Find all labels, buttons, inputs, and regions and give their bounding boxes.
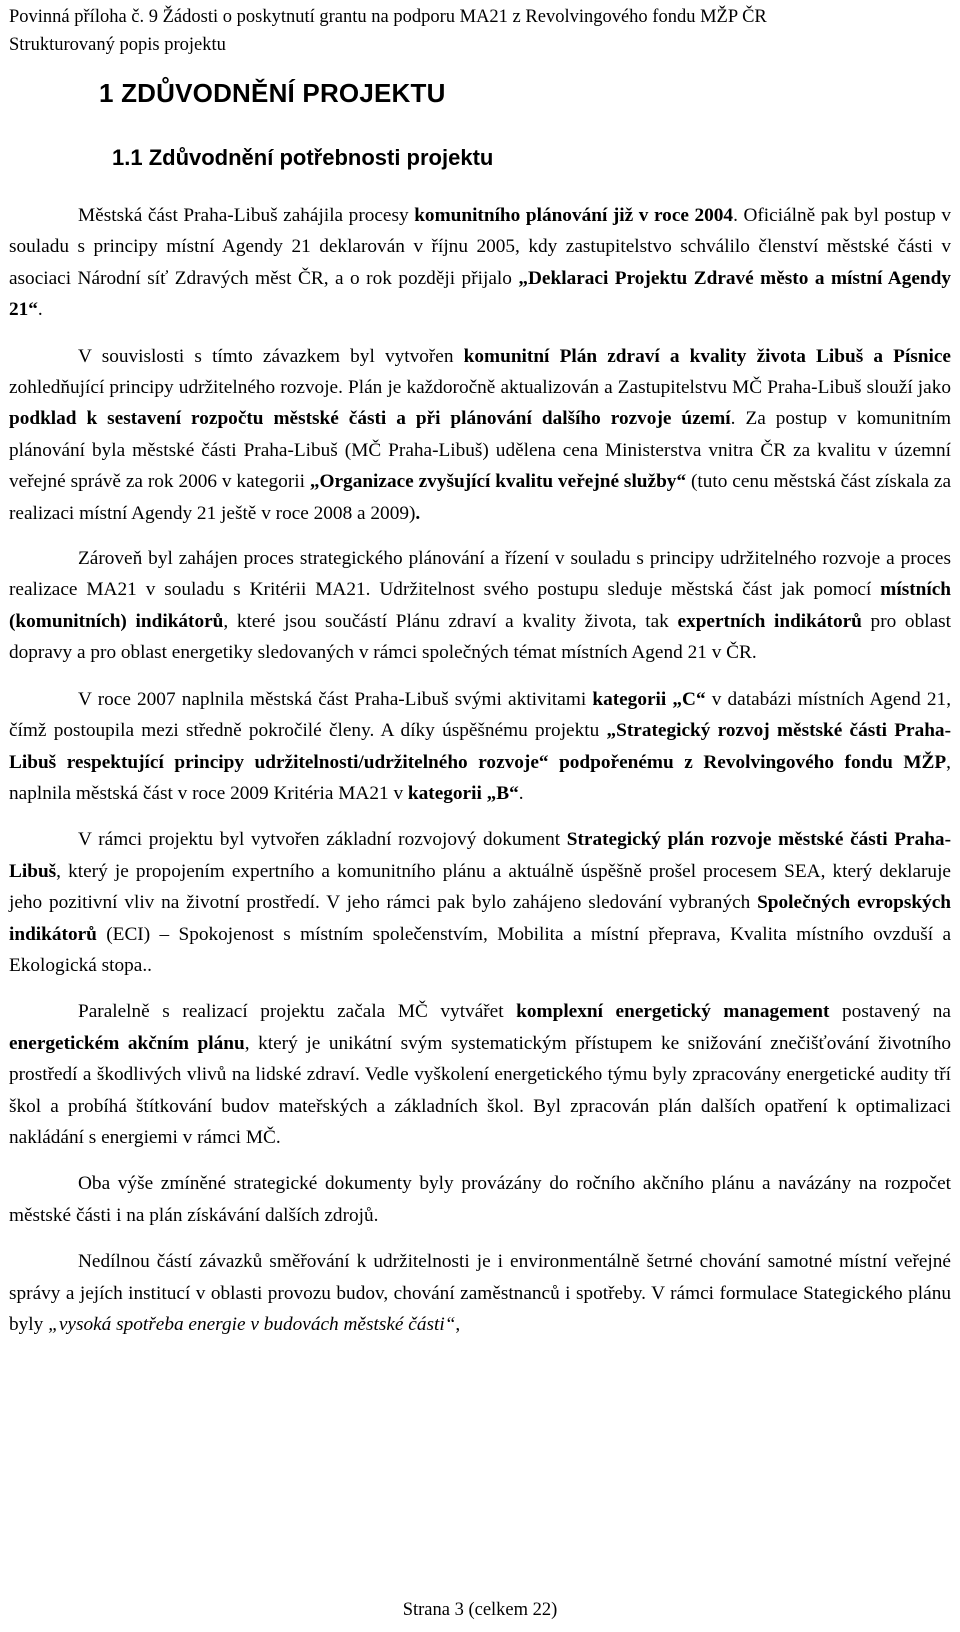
p8-italic-1: „vysoká spotřeba energie v budovách městské části“ — [48, 1314, 456, 1335]
heading-level-2: 1.1 Zdůvodnění potřebnosti projektu — [112, 145, 494, 170]
p4-text-2: v databázi místních Agend 21, čímž postoupila mezi středně pokročilé členy. A díky úspěšnému projektu — [9, 688, 952, 742]
p1-bold-2: „Deklaraci Projektu Zdravé město a místní Agendy 21“ — [9, 267, 951, 321]
page-header — [9, 3, 949, 59]
paragraph-1 — [9, 200, 951, 326]
paragraph-2 — [9, 341, 951, 529]
p6-text-1: Paralelně s realizací projektu začala MČ vytvářet — [78, 1001, 517, 1023]
p4-bold-3: kategorii „B“ — [407, 782, 519, 804]
p4-text-3: , naplnila městská část v roce 2009 Kritéria MA21 v — [9, 751, 951, 804]
p2-bold-3: „Organizace zvyšující kvalitu veřejné služby“ — [309, 471, 687, 493]
page-footer: Strana 3 (celkem 22) — [402, 1600, 558, 1620]
p2-text-3: . Za postup v komunitním plánování byla městské části Praha-Libuš (MČ Praha-Libuš) udělena cena Ministerstva vnitra ČR za kvalitu v územní veřejné správě za rok 2006 v kategorii — [9, 408, 952, 493]
p6-bold-2: energetickém akčním plánu — [9, 1032, 245, 1054]
heading-level-1: 1 ZDŮVODNĚNÍ PROJEKTU — [99, 78, 446, 108]
p5-bold-1: Strategický plán rozvoje městské části Praha-Libuš — [9, 829, 951, 882]
p7-text-1: Oba výše zmíněné strategické dokumenty byly provázány do ročního akčního plánu a navázány na rozpočet městské části i na plán získávání dalších zdrojů. — [9, 1173, 951, 1226]
paragraph-8 — [9, 1246, 951, 1340]
p6-bold-1: komplexní energetický management — [516, 1001, 830, 1023]
p3-text-2: , které jsou součástí Plánu zdraví a kvality života, tak — [223, 610, 678, 632]
paragraph-7 — [9, 1168, 951, 1231]
p1-text-3: . — [37, 299, 43, 321]
p2-bold-1: komunitní Plán zdraví a kvality života Libuš a Písnice — [463, 345, 951, 367]
header-subtitle: Strukturovaný popis projektu — [9, 35, 226, 55]
p4-bold-1: kategorii „C“ — [592, 688, 706, 710]
paragraph-4 — [9, 684, 951, 810]
p5-bold-2: Společných evropských indikátorů — [9, 892, 951, 945]
p4-text-4: . — [518, 782, 524, 804]
p1-text-2: . Oficiálně pak byl postup v souladu s principy místní Agendy 21 deklarován v říjnu 2005, kdy zastupitelstvo schválilo členství městské části v asociaci Národní síť Zdravých měst ČR, a o rok později přijalo — [9, 205, 951, 289]
paragraph-5 — [9, 824, 951, 981]
p3-bold-1: místních (komunitních) indikátorů — [9, 579, 951, 632]
p4-text-1: V roce 2007 naplnila městská část Praha-Libuš svými aktivitami — [78, 688, 593, 710]
paragraph-6 — [9, 996, 951, 1153]
p5-text-1: V rámci projektu byl vytvořen základní rozvojový dokument — [78, 829, 567, 851]
p3-text-1: Zároveň byl zahájen proces strategického plánování a řízení v souladu s principy udržitelného rozvoje a proces realizace MA21 v souladu s Kritérii MA21. Udržitelnost svého postupu sleduje městská část jak pomocí — [9, 548, 951, 601]
p2-text-1: V souvislosti s tímto závazkem byl vytvořen — [78, 345, 464, 367]
p6-text-2: postavený na — [829, 1001, 951, 1023]
p1-bold-1: komunitního plánování již v roce 2004 — [414, 205, 734, 226]
p8-text-2: , — [455, 1314, 461, 1335]
p6-text-3: , který je unikátní svým systematickým přístupem ke snižování znečišťování životního prostředí a škodlivých vlivů na lidské zdraví. Vedle vyškolení energetického týmu byly zpracovány energetické audity tří škol a probíhá štítkování budov mateřských a základních škol. Byl zpracován plán dalších opatření k optimalizaci nakládání s energiemi v rámci MČ. — [9, 1032, 951, 1148]
p1-text-1: Městská část Praha-Libuš zahájila procesy — [78, 205, 415, 226]
paragraph-3 — [9, 543, 951, 669]
p2-text-5: . — [415, 502, 421, 524]
document-body — [9, 200, 951, 1355]
p5-text-2: , který je propojením expertního a komunitního plánu a aktuálně úspěšně prošel procesem SEA, který deklaruje jeho pozitivní vliv na životní prostředí. V jeho rámci pak bylo zahájeno sledování vybraných — [9, 860, 951, 914]
header-title: Povinná příloha č. 9 Žádosti o poskytnutí grantu na podporu MA21 z Revolvingového fondu MŽP ČR — [9, 7, 767, 27]
p2-bold-2: podklad k sestavení rozpočtu městské části a při plánování dalšího rozvoje území — [9, 408, 731, 430]
p3-bold-2: expertních indikátorů — [677, 610, 862, 632]
p8-text-1: Nedílnou částí závazků směřování k udržitelnosti je i environmentálně šetrné chování samotné místní veřejné správy a jejích institucí v oblasti provozu budov, chování zaměstnanců i spotřeby. V rámci formulace Stategického plánu byly — [9, 1251, 951, 1335]
p4-bold-2: „Strategický rozvoj městské části Praha-Libuš respektující principy udržitelnosti/udržitelného rozvoje“ podpořenému z Revolvingového fondu MŽP — [9, 720, 951, 773]
p2-text-4: (tuto cenu městská část získala za realizaci místní Agendy 21 ještě v roce 2008 a 2009) — [9, 471, 952, 524]
p5-text-3: (ECI) – Spokojenost s místním společenstvím, Mobilita a místní přeprava, Kvalita místního ovzduší a Ekologická stopa.. — [9, 923, 951, 976]
p3-text-3: pro oblast dopravy a pro oblast energetiky sledovaných v rámci společných témat místních Agend 21 v ČR. — [9, 610, 951, 664]
p2-text-2: zohledňující principy udržitelného rozvoje. Plán je každoročně aktualizován a Zastupitelstvu MČ Praha-Libuš slouží jako — [9, 377, 951, 399]
